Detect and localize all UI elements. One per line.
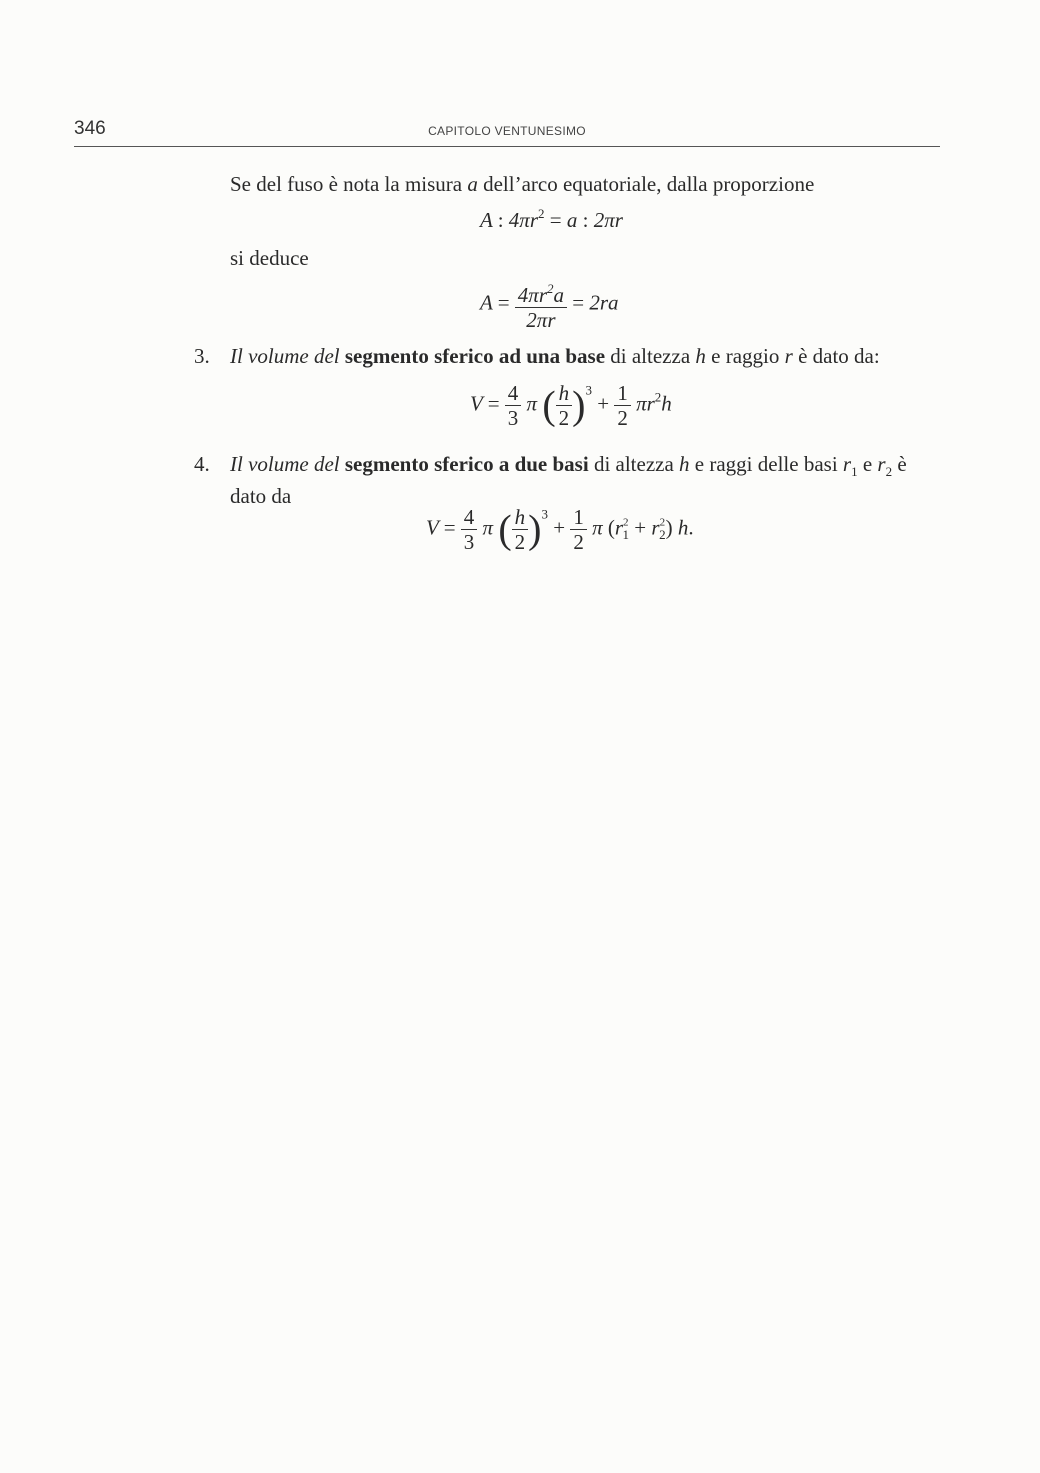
area-formula: A = $\frac{4\pi r^2a}{2\pi r}$ = 2ra <box>480 281 619 332</box>
page-number: 346 <box>74 118 106 139</box>
item-3-formula: V = $\frac{4}{3}$ π ( $\frac{h}{2}$ )$^3$ + $\frac{1}{2}$ $\pi r^2h$ <box>470 381 672 430</box>
running-head: CAPITOLO VENTUNESIMO <box>428 124 586 138</box>
intro-paragraph: Se del fuso è nota la misura a dell’arco equatoriale, dalla proporzione <box>230 172 815 196</box>
page-header <box>74 118 940 147</box>
item-3-number: 3. <box>194 344 210 368</box>
item-4-number: 4. <box>194 452 210 476</box>
proportion-formula: A : $4\pi r^2 = a$ : 2πr <box>480 206 623 232</box>
item-3-text: Il volume del segmento sferico ad una base di altezza h e raggio r è dato da: <box>230 344 880 368</box>
item-4-text: Il volume del segmento sferico a due basi di altezza h e raggi delle basi $r_1$ e $r_2$ è dato da <box>230 452 907 508</box>
item-4-formula: V = $\frac{4}{3}$ π ( $\frac{h}{2}$ )$^3$ + $\frac{1}{2}$ π $(r^2_1 + r^2_2)$ h. <box>426 505 694 554</box>
deduce-text: si deduce <box>230 246 309 270</box>
